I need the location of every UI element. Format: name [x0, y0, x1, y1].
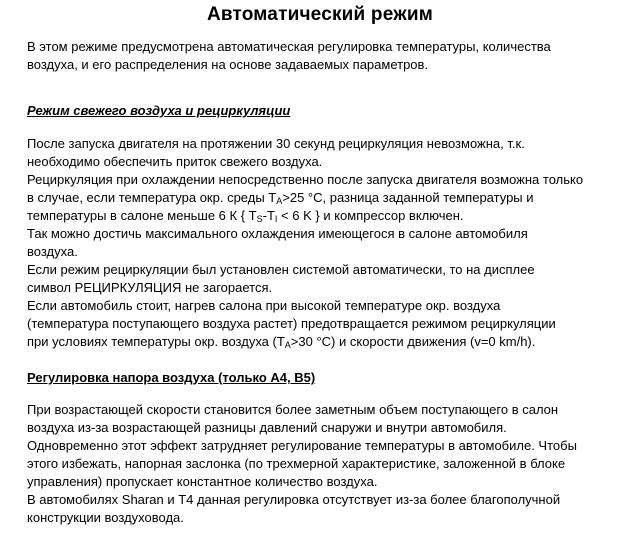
paragraph-line: Одновременно этот эффект затрудняет регулирование температуры в автомобиле. Чтобы	[27, 438, 577, 453]
paragraph-line: Если режим рециркуляции был установлен системой автоматически, то на дисплее	[27, 262, 535, 277]
paragraph-line: управления) пропускает константное количество воздуха.	[27, 474, 378, 489]
subscript: I	[274, 214, 278, 224]
text-run: при условиях температуры окр. воздуха (T	[27, 334, 285, 349]
page-title: Автоматический режим	[206, 4, 434, 25]
paragraph-line: необходимо обеспечить приток свежего воздуха.	[27, 154, 323, 169]
paragraph-line: При возрастающей скорости становится более заметным объем поступающего в салон	[27, 402, 559, 417]
intro-line: В этом режиме предусмотрена автоматическая регулировка температуры, количества	[27, 39, 551, 54]
text-run: в случае, если температура окр. среды T	[27, 190, 277, 205]
paragraph-line: воздуха из-за возрастающей разницы давлений снаружи и внутри автомобиля.	[27, 420, 507, 435]
paragraph-line: воздуха.	[27, 244, 78, 259]
subscript: A	[284, 340, 291, 350]
paragraph-line: В автомобилях Sharan и T4 данная регулировка отсутствует из-за более благополучной	[27, 492, 561, 507]
text-run: < 6 K } и компрессор включен.	[277, 208, 464, 223]
paragraph-line: символ РЕЦИРКУЛЯЦИЯ не загорается.	[27, 280, 273, 295]
subscript: S	[256, 214, 263, 224]
paragraph-line: Рециркуляция при охлаждении непосредственно после запуска двигателя возможна только	[27, 172, 584, 187]
paragraph-line: Так можно достичь максимального охлаждения имеющегося в салоне автомобиля	[27, 226, 528, 241]
paragraph-line: Если автомобиль стоит, нагрев салона при высокой температуре окр. воздуха	[27, 298, 501, 313]
paragraph-line: этого избежать, напорная заслонка (по трехмерной характеристике, заложенной в блоке	[27, 456, 566, 471]
paragraph-line: конструкции воздуховода.	[27, 510, 184, 525]
text-run: температуры в салоне меньше 6 К { T	[27, 208, 257, 223]
text-run: >25 °C, разница заданной температуры и	[282, 190, 534, 205]
section-heading-air-pressure: Регулировка напора воздуха (только А4, В5)	[27, 370, 316, 385]
subscript: A	[276, 196, 283, 206]
text-run: -T	[262, 208, 275, 223]
text-run: >30 °C) и скорости движения (v=0 km/h).	[290, 334, 536, 349]
paragraph-line	[27, 333, 535, 354]
section-heading-fresh-air: Режим свежего воздуха и рециркуляции	[27, 103, 291, 118]
paragraph-line: (температура поступающего воздуха растет) предотвращается режимом рециркуляции	[27, 316, 556, 331]
intro-line: воздуха, и его распределения на основе задаваемых параметров.	[27, 57, 429, 72]
paragraph-line: После запуска двигателя на протяжении 30 секунд рециркуляция невозможна, т.к.	[27, 136, 525, 151]
